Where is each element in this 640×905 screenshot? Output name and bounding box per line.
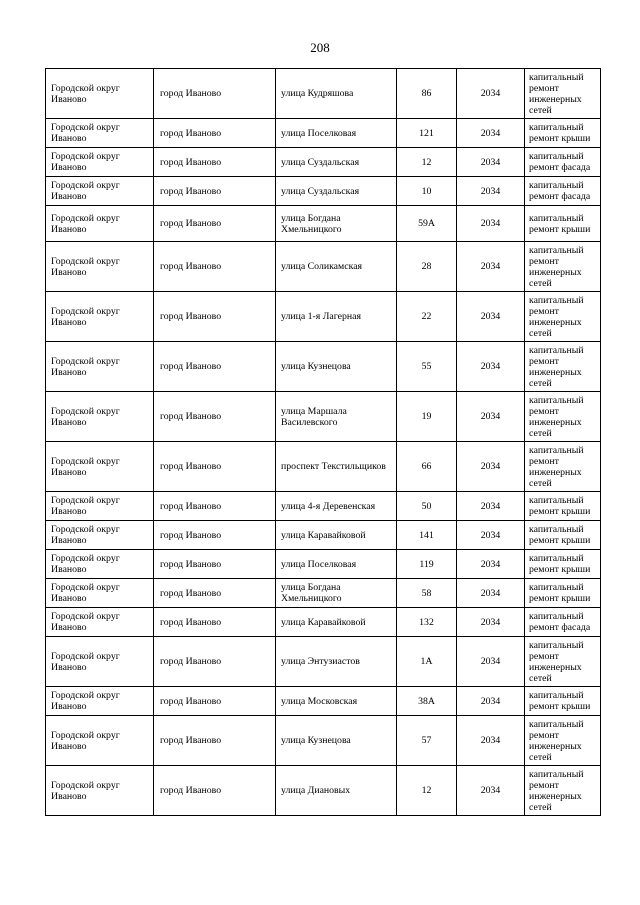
district-cell: Городской округ Иваново xyxy=(46,492,154,521)
district-cell: Городской округ Иваново xyxy=(46,342,154,392)
city-cell: город Иваново xyxy=(154,608,276,637)
house-number-cell: 119 xyxy=(397,550,457,579)
page-number: 208 xyxy=(310,40,330,55)
street-cell: улица Суздальская xyxy=(276,177,397,206)
year-cell: 2034 xyxy=(457,342,525,392)
city-cell: город Иваново xyxy=(154,69,276,119)
street-cell: проспект Текстильщиков xyxy=(276,442,397,492)
street-cell: улица Диановых xyxy=(276,766,397,816)
street-cell: улица Московская xyxy=(276,687,397,716)
work-type-cell: капитальный ремонт инженерных сетей xyxy=(525,716,601,766)
work-type-cell: капитальный ремонт инженерных сетей xyxy=(525,242,601,292)
work-type-cell: капитальный ремонт крыши xyxy=(525,579,601,608)
city-cell: город Иваново xyxy=(154,242,276,292)
house-number-cell: 57 xyxy=(397,716,457,766)
street-cell: улица Маршала Василевского xyxy=(276,392,397,442)
street-cell: улица Энтузиастов xyxy=(276,637,397,687)
city-cell: город Иваново xyxy=(154,550,276,579)
street-cell: улица Кудряшова xyxy=(276,69,397,119)
city-cell: город Иваново xyxy=(154,687,276,716)
table-row xyxy=(46,242,601,292)
work-type-cell: капитальный ремонт крыши xyxy=(525,119,601,148)
year-cell: 2034 xyxy=(457,687,525,716)
work-type-cell: капитальный ремонт крыши xyxy=(525,521,601,550)
street-cell: улица Соликамская xyxy=(276,242,397,292)
year-cell: 2034 xyxy=(457,608,525,637)
work-type-cell: капитальный ремонт крыши xyxy=(525,206,601,242)
year-cell: 2034 xyxy=(457,521,525,550)
year-cell: 2034 xyxy=(457,637,525,687)
street-cell: улица Богдана Хмельницкого xyxy=(276,579,397,608)
house-number-cell: 59А xyxy=(397,206,457,242)
table-row xyxy=(46,579,601,608)
house-number-cell: 1А xyxy=(397,637,457,687)
city-cell: город Иваново xyxy=(154,392,276,442)
table-row xyxy=(46,119,601,148)
street-cell: улица 1-я Лагерная xyxy=(276,292,397,342)
city-cell: город Иваново xyxy=(154,492,276,521)
house-number-cell: 28 xyxy=(397,242,457,292)
district-cell: Городской округ Иваново xyxy=(46,550,154,579)
year-cell: 2034 xyxy=(457,242,525,292)
year-cell: 2034 xyxy=(457,206,525,242)
city-cell: город Иваново xyxy=(154,716,276,766)
house-number-cell: 38А xyxy=(397,687,457,716)
district-cell: Городской округ Иваново xyxy=(46,177,154,206)
year-cell: 2034 xyxy=(457,766,525,816)
work-type-cell: капитальный ремонт инженерных сетей xyxy=(525,342,601,392)
table-row xyxy=(46,716,601,766)
table-row xyxy=(46,766,601,816)
work-type-cell: капитальный ремонт инженерных сетей xyxy=(525,392,601,442)
work-type-cell: капитальный ремонт инженерных сетей xyxy=(525,766,601,816)
table-row xyxy=(46,392,601,442)
work-type-cell: капитальный ремонт крыши xyxy=(525,492,601,521)
street-cell: улица Богдана Хмельницкого xyxy=(276,206,397,242)
house-number-cell: 50 xyxy=(397,492,457,521)
street-cell: улица Кузнецова xyxy=(276,342,397,392)
district-cell: Городской округ Иваново xyxy=(46,392,154,442)
year-cell: 2034 xyxy=(457,579,525,608)
house-number-cell: 12 xyxy=(397,148,457,177)
table-row xyxy=(46,342,601,392)
table-row xyxy=(46,687,601,716)
table-row xyxy=(46,637,601,687)
work-type-cell: капитальный ремонт инженерных сетей xyxy=(525,69,601,119)
year-cell: 2034 xyxy=(457,292,525,342)
repair-schedule-table xyxy=(45,68,601,816)
district-cell: Городской округ Иваново xyxy=(46,579,154,608)
city-cell: город Иваново xyxy=(154,766,276,816)
city-cell: город Иваново xyxy=(154,637,276,687)
house-number-cell: 58 xyxy=(397,579,457,608)
city-cell: город Иваново xyxy=(154,206,276,242)
work-type-cell: капитальный ремонт инженерных сетей xyxy=(525,442,601,492)
house-number-cell: 22 xyxy=(397,292,457,342)
district-cell: Городской округ Иваново xyxy=(46,148,154,177)
street-cell: улица Поселковая xyxy=(276,550,397,579)
house-number-cell: 141 xyxy=(397,521,457,550)
work-type-cell: капитальный ремонт инженерных сетей xyxy=(525,292,601,342)
table-row xyxy=(46,292,601,342)
district-cell: Городской округ Иваново xyxy=(46,242,154,292)
city-cell: город Иваново xyxy=(154,342,276,392)
district-cell: Городской округ Иваново xyxy=(46,766,154,816)
year-cell: 2034 xyxy=(457,148,525,177)
street-cell: улица Каравайковой xyxy=(276,608,397,637)
year-cell: 2034 xyxy=(457,392,525,442)
street-cell: улица Кузнецова xyxy=(276,716,397,766)
table-row xyxy=(46,177,601,206)
work-type-cell: капитальный ремонт фасада xyxy=(525,608,601,637)
street-cell: улица Суздальская xyxy=(276,148,397,177)
city-cell: город Иваново xyxy=(154,521,276,550)
house-number-cell: 132 xyxy=(397,608,457,637)
work-type-cell: капитальный ремонт крыши xyxy=(525,550,601,579)
year-cell: 2034 xyxy=(457,492,525,521)
city-cell: город Иваново xyxy=(154,292,276,342)
work-type-cell: капитальный ремонт фасада xyxy=(525,148,601,177)
table-row xyxy=(46,550,601,579)
street-cell: улица Каравайковой xyxy=(276,521,397,550)
year-cell: 2034 xyxy=(457,442,525,492)
city-cell: город Иваново xyxy=(154,579,276,608)
house-number-cell: 10 xyxy=(397,177,457,206)
work-type-cell: капитальный ремонт инженерных сетей xyxy=(525,637,601,687)
district-cell: Городской округ Иваново xyxy=(46,69,154,119)
table-row xyxy=(46,442,601,492)
table-row xyxy=(46,608,601,637)
street-cell: улица Поселковая xyxy=(276,119,397,148)
year-cell: 2034 xyxy=(457,69,525,119)
district-cell: Городской округ Иваново xyxy=(46,521,154,550)
district-cell: Городской округ Иваново xyxy=(46,716,154,766)
house-number-cell: 55 xyxy=(397,342,457,392)
district-cell: Городской округ Иваново xyxy=(46,442,154,492)
district-cell: Городской округ Иваново xyxy=(46,292,154,342)
city-cell: город Иваново xyxy=(154,442,276,492)
district-cell: Городской округ Иваново xyxy=(46,206,154,242)
house-number-cell: 86 xyxy=(397,69,457,119)
city-cell: город Иваново xyxy=(154,148,276,177)
street-cell: улица 4-я Деревенская xyxy=(276,492,397,521)
district-cell: Городской округ Иваново xyxy=(46,637,154,687)
year-cell: 2034 xyxy=(457,716,525,766)
table-row xyxy=(46,521,601,550)
table-row xyxy=(46,148,601,177)
year-cell: 2034 xyxy=(457,177,525,206)
table-row xyxy=(46,69,601,119)
table-row xyxy=(46,492,601,521)
district-cell: Городской округ Иваново xyxy=(46,119,154,148)
year-cell: 2034 xyxy=(457,119,525,148)
work-type-cell: капитальный ремонт фасада xyxy=(525,177,601,206)
year-cell: 2034 xyxy=(457,550,525,579)
table-row xyxy=(46,206,601,242)
district-cell: Городской округ Иваново xyxy=(46,687,154,716)
house-number-cell: 19 xyxy=(397,392,457,442)
house-number-cell: 12 xyxy=(397,766,457,816)
work-type-cell: капитальный ремонт крыши xyxy=(525,687,601,716)
city-cell: город Иваново xyxy=(154,119,276,148)
city-cell: город Иваново xyxy=(154,177,276,206)
district-cell: Городской округ Иваново xyxy=(46,608,154,637)
house-number-cell: 66 xyxy=(397,442,457,492)
house-number-cell: 121 xyxy=(397,119,457,148)
